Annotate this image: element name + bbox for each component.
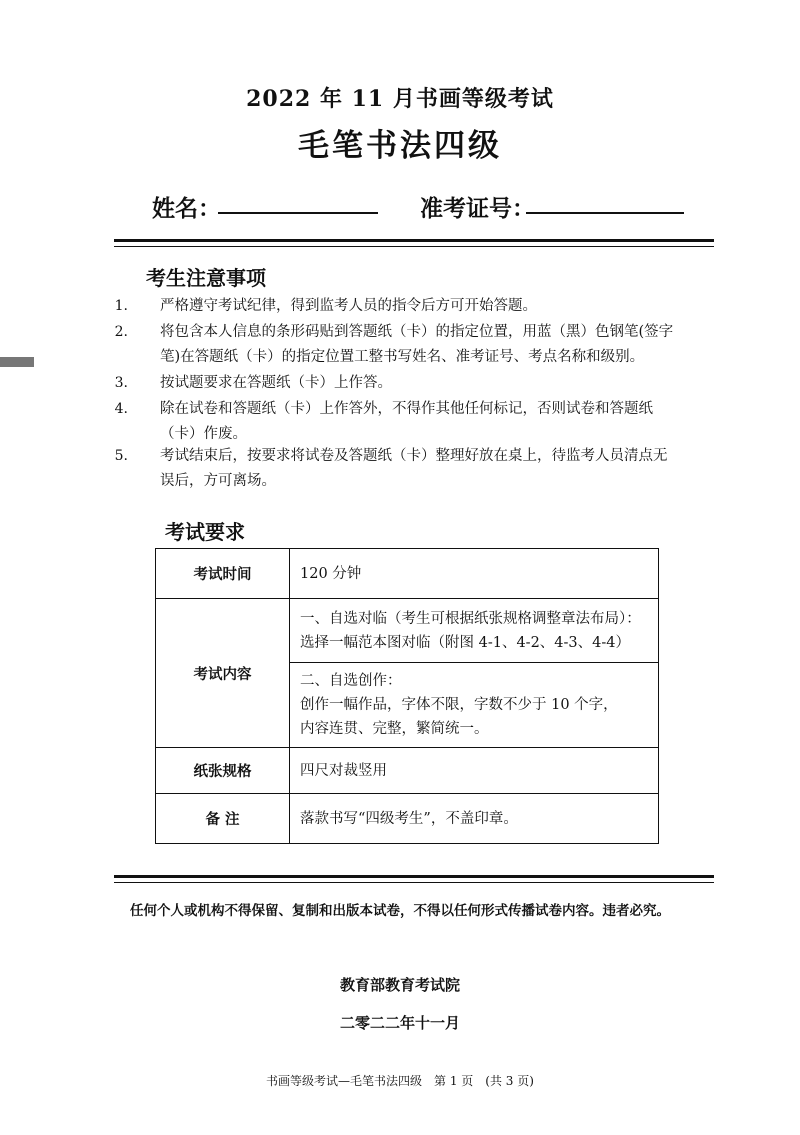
bottom-divider-thin (114, 882, 714, 883)
paper-label: 纸张规格 (156, 748, 290, 794)
notice-line: 严格遵守考试纪律，得到监考人员的指令后方可开始答题。 (160, 298, 537, 314)
notice-line: 笔)在答题纸（卡）的指定位置工整书写姓名、准考证号、考点名称和级别。 (160, 349, 645, 365)
paper-value: 四尺对裁竖用 (290, 748, 659, 794)
notice-line: （卡）作废。 (160, 426, 247, 442)
candidate-id-field[interactable] (526, 212, 684, 214)
candidate-id-label: 准考证号： (420, 195, 535, 222)
notice-number: 3. (114, 375, 128, 391)
content-line: 选择一幅范本图对临（附图 4-1、4-2、4-3、4-4） (300, 634, 631, 651)
note-label: 备 注 (156, 794, 290, 844)
content-option-2 (290, 663, 659, 748)
notice-number: 4. (114, 401, 128, 417)
notices-heading: 考生注意事项 (146, 266, 266, 290)
notice-number: 5. (114, 448, 128, 464)
notice-number: 2. (114, 324, 128, 340)
content-label: 考试内容 (156, 599, 290, 748)
bottom-divider (114, 875, 714, 878)
table-row (156, 794, 659, 844)
name-label: 姓名： (152, 195, 221, 222)
requirements-heading: 考试要求 (165, 520, 245, 544)
margin-mark (0, 357, 34, 367)
copyright-warning: 任何个人或机构不得保留、复制和出版本试卷，不得以任何形式传播试卷内容。违者必究。 (130, 903, 670, 919)
notice-item (160, 397, 690, 447)
page-footer: 书画等级考试—毛笔书法四级 第 1 页 (共 3 页) (266, 1074, 534, 1088)
time-label: 考试时间 (156, 549, 290, 599)
notice-item (160, 444, 690, 494)
notice-item (160, 320, 690, 370)
note-value: 落款书写“四级考生”，不盖印章。 (290, 794, 659, 844)
content-line: 内容连贯、完整，繁简统一。 (300, 721, 489, 737)
notice-line: 按试题要求在答题纸（卡）上作答。 (160, 375, 392, 391)
exam-title: 2022 年 11 月书画等级考试 (246, 86, 554, 112)
notice-item (160, 294, 690, 319)
name-field[interactable] (218, 212, 378, 214)
notice-line: 将包含本人信息的条形码贴到答题纸（卡）的指定位置，用蓝（黑）色钢笔(签字 (160, 324, 674, 340)
notice-line: 误后，方可离场。 (160, 473, 276, 489)
notice-line: 考试结束后，按要求将试卷及答题纸（卡）整理好放在桌上，待监考人员清点无 (160, 448, 668, 464)
time-value: 120 分钟 (290, 549, 659, 599)
requirements-table (155, 548, 659, 844)
top-divider (114, 239, 714, 242)
content-line: 二、自选创作： (300, 673, 402, 689)
table-row (156, 599, 659, 663)
exam-subject: 毛笔书法四级 (298, 128, 502, 164)
table-row (156, 549, 659, 599)
content-option-1 (290, 599, 659, 663)
notice-line: 除在试卷和答题纸（卡）上作答外，不得作其他任何标记，否则试卷和答题纸 (160, 401, 653, 417)
notice-item (160, 371, 690, 396)
content-line: 一、自选对临（考生可根据纸张规格调整章法布局）： (300, 610, 641, 627)
table-row (156, 748, 659, 794)
content-line: 创作一幅作品，字体不限，字数不少于 10 个字， (300, 697, 618, 713)
top-divider-thin (114, 246, 714, 247)
issue-date: 二零二二年十一月 (339, 1014, 460, 1032)
issuer: 教育部教育考试院 (339, 976, 460, 994)
notice-number: 1. (114, 298, 128, 314)
